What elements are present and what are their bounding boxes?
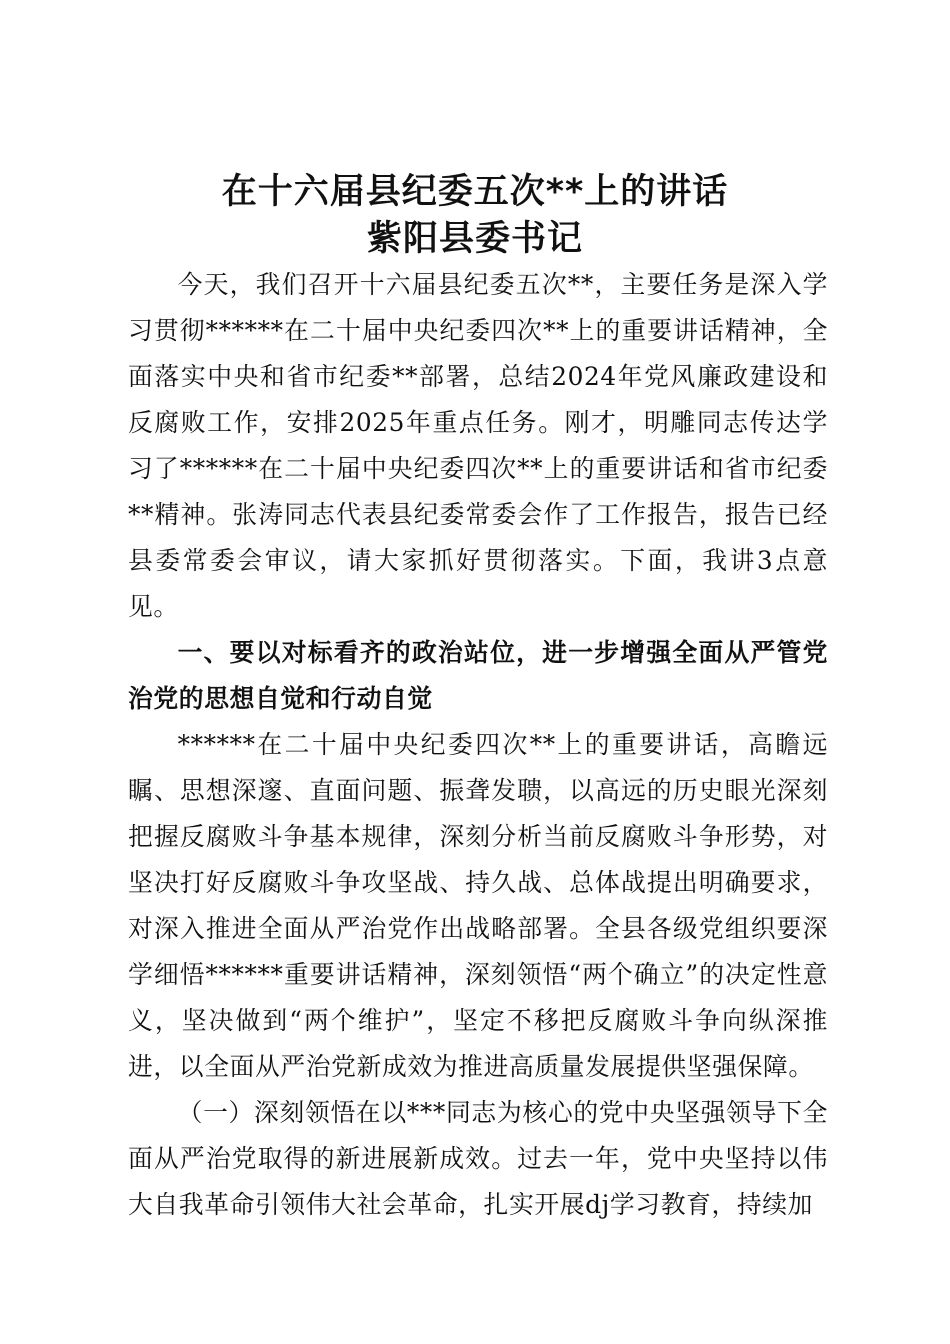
document-title: 在十六届县纪委五次**上的讲话 [221, 172, 729, 212]
document-body [128, 262, 828, 1228]
section-heading: 一、要以对标看齐的政治站位，进一步增强全面从严管党治党的思想自觉和行动自觉 [128, 638, 828, 713]
subsection-paragraph: （一）深刻领悟在以***同志为核心的党中央坚强领导下全面从严治党取得的新进展新成效。过去一年，党中央坚持以伟大自我革命引领伟大社会革命，扎实开展dj学习教育，持续加 [128, 1098, 828, 1219]
document-subtitle: 紫阳县委书记 [366, 219, 583, 259]
intro-paragraph: 今天，我们召开十六届县纪委五次**，主要任务是深入学习贯彻******在二十届中央纪委四次**上的重要讲话精神，全面落实中央和省市纪委**部署，总结2024年党风廉政建设和反腐败工作，安排2025年重点任务。刚才，明雕同志传达学习了******在二十届中央纪委四次**上的重要讲话和省市纪委**精神。张涛同志代表县纪委常委会作了工作报告，报告已经县委常委会审议，请大家抓好贯彻落实。下面，我讲3点意见。 [128, 270, 828, 621]
body-paragraph: ******在二十届中央纪委四次**上的重要讲话，高瞻远瞩、思想深邃、直面问题、振聋发聩，以高远的历史眼光深刻把握反腐败斗争基本规律，深刻分析当前反腐败斗争形势，对坚决打好反腐败斗争攻坚战、持久战、总体战提出明确要求，对深入推进全面从严治党作出战略部署。全县各级党组织要深学细悟******重要讲话精神，深刻领悟“两个确立”的决定性意义，坚决做到“两个维护”，坚定不移把反腐败斗争向纵深推进，以全面从严治党新成效为推进高质量发展提供坚强保障。 [128, 730, 828, 1081]
